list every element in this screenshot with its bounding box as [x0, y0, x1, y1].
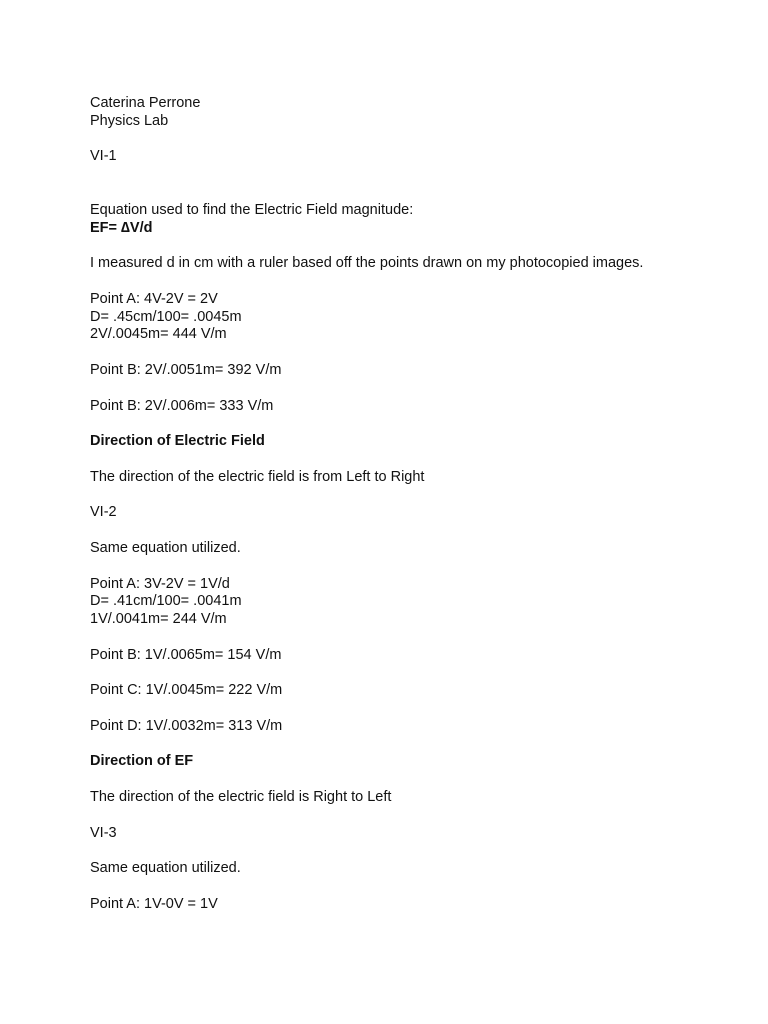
point-b-first: Point B: 2V/.0051m= 392 V/m	[90, 361, 282, 378]
equation-note: Same equation utilized.	[90, 539, 241, 556]
spacer	[90, 771, 730, 789]
point-a-line-2: D= .45cm/100= .0045m	[90, 308, 242, 325]
spacer	[90, 380, 730, 398]
spacer	[90, 451, 730, 469]
point-a-line-3: 2V/.0045m= 444 V/m	[90, 326, 227, 343]
spacer	[90, 237, 730, 255]
spacer	[90, 273, 730, 291]
direction-heading: Direction of EF	[90, 753, 194, 770]
section-heading-vi-2: VI-2	[90, 504, 117, 521]
measurement-note: I measured d in cm with a ruler based off the points drawn on my photocopied images.	[90, 255, 644, 272]
spacer	[90, 131, 730, 149]
spacer	[90, 415, 730, 433]
spacer	[90, 842, 730, 860]
spacer	[90, 665, 730, 683]
author-name: Caterina Perrone	[90, 95, 201, 111]
spacer	[90, 522, 730, 540]
spacer	[90, 166, 730, 202]
point-b-second: Point B: 2V/.006m= 333 V/m	[90, 397, 274, 414]
point-a-line-1: Point A: 4V-2V = 2V	[90, 290, 218, 307]
direction-text: The direction of the electric field is from Left to Right	[90, 468, 425, 485]
equation-note: Same equation utilized.	[90, 860, 241, 877]
spacer	[90, 487, 730, 505]
equation-intro: Equation used to find the Electric Field magnitude:	[90, 201, 414, 218]
spacer	[90, 736, 730, 754]
spacer	[90, 878, 730, 896]
point-a-line-1: Point A: 3V-2V = 1V/d	[90, 575, 230, 592]
document-body	[90, 95, 730, 914]
direction-text: The direction of the electric field is Right to Left	[90, 789, 392, 806]
equation: EF= ∆V/d	[90, 219, 153, 236]
spacer	[90, 629, 730, 647]
spacer	[90, 558, 730, 576]
spacer	[90, 344, 730, 362]
point-b: Point B: 1V/.0065m= 154 V/m	[90, 646, 282, 663]
direction-heading: Direction of Electric Field	[90, 433, 265, 450]
course-name: Physics Lab	[90, 112, 169, 129]
section-heading-vi-3: VI-3	[90, 824, 117, 841]
point-a-line-2: D= .41cm/100= .0041m	[90, 593, 242, 610]
point-d: Point D: 1V/.0032m= 313 V/m	[90, 717, 283, 734]
section-heading-vi-1: VI-1	[90, 148, 117, 165]
point-a: Point A: 1V-0V = 1V	[90, 895, 218, 912]
point-c: Point C: 1V/.0045m= 222 V/m	[90, 682, 283, 699]
spacer	[90, 807, 730, 825]
spacer	[90, 700, 730, 718]
point-a-line-3: 1V/.0041m= 244 V/m	[90, 611, 227, 628]
